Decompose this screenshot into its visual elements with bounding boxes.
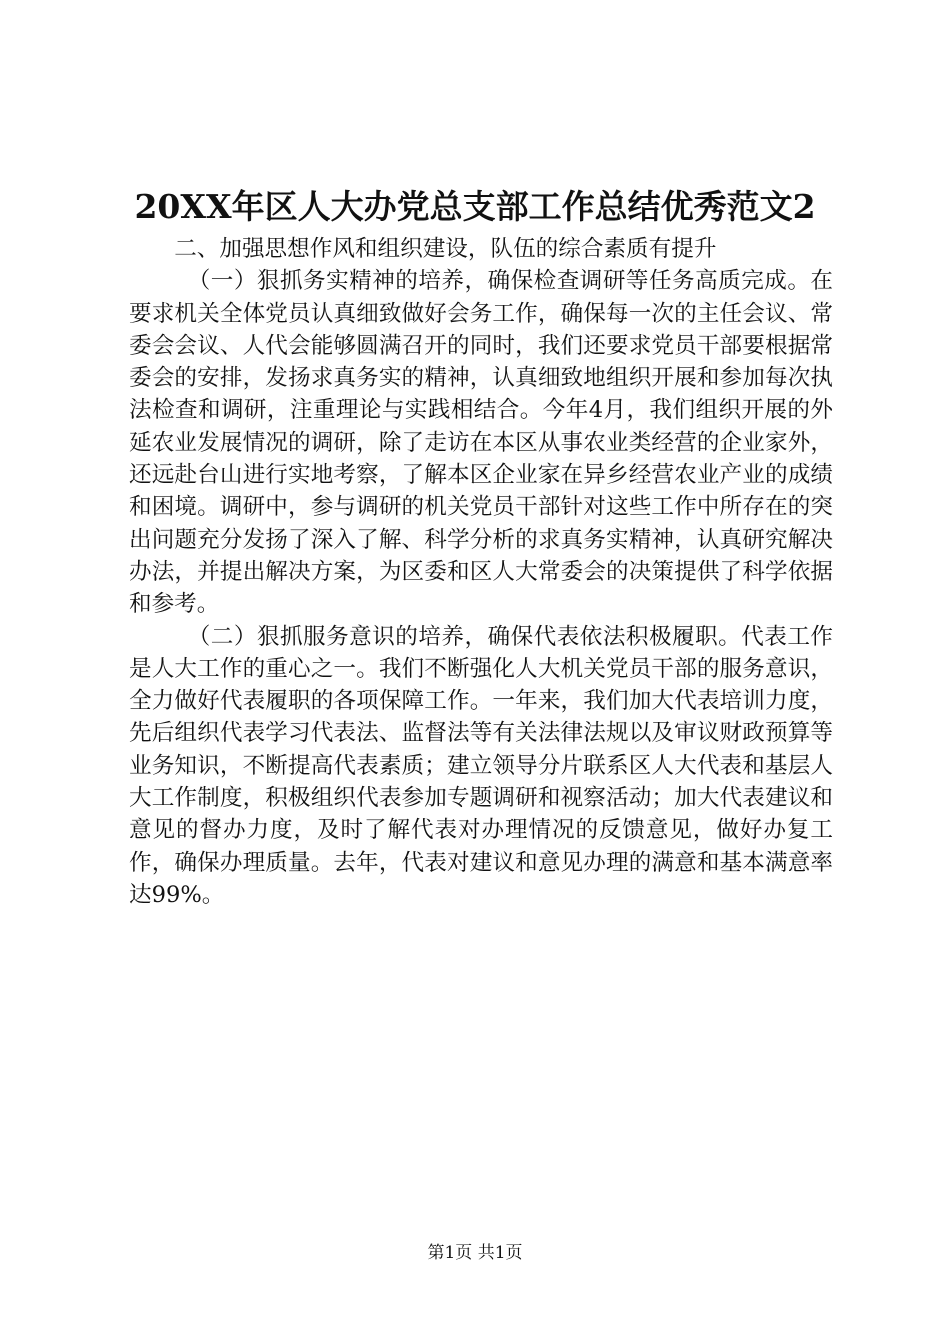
page-number: 第1页 共1页 [427,1243,523,1263]
section-heading: 二、加强思想作风和组织建设，队伍的综合素质有提升 [174,236,717,262]
document-title: 20XX年区人大办党总支部工作总结优秀范文2 [134,187,816,226]
paragraph-2: （二）狠抓服务意识的培养，确保代表依法积极履职。代表工作是人大工作的重心之一。我们不断强化人大机关党员干部的服务意识，全力做好代表履职的各项保障工作。一年来，我们加大代表培训力度，先后组织代表学习代表法、监督法等有关法律法规以及审议财政预算等业务知识，不断提高代表素质；建立领导分片联系区人大代表和基层人大工作制度，积极组织代表参加专题调研和视察活动；加大代表建议和意见的督办力度，及时了解代表对办理情况的反馈意见，做好办复工作，确保办理质量。去年，代表对建议和意见办理的满意和基本满意率达99%。 [129,623,833,908]
paragraph-1: （一）狠抓务实精神的培养，确保检查调研等任务高质完成。在要求机关全体党员认真细致做好会务工作，确保每一次的主任会议、常委会会议、人代会能够圆满召开的同时，我们还要求党员干部要根据常委会的安排，发扬求真务实的精神，认真细致地组织开展和参加每次执法检查和调研，注重理论与实践相结合。今年4月，我们组织开展的外延农业发展情况的调研，除了走访在本区从事农业类经营的企业家外，还远赴台山进行实地考察，了解本区企业家在异乡经营农业产业的成绩和困境。调研中，参与调研的机关党员干部针对这些工作中所存在的突出问题充分发扬了深入了解、科学分析的求真务实精神，认真研究解决办法，并提出解决方案，为区委和区人大常委会的决策提供了科学依据和参考。 [129,268,833,618]
document-body [129,233,833,911]
